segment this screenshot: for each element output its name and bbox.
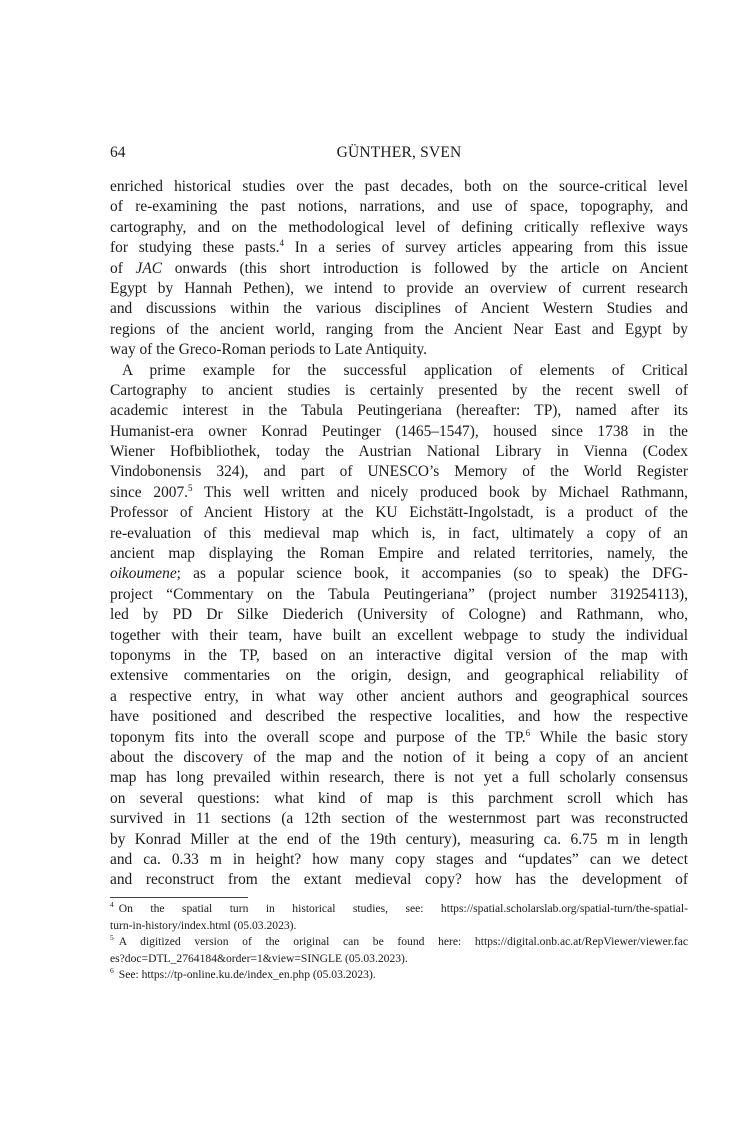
text-line (110, 564, 688, 584)
text-run: and discussions within the various disciplines of Ancient Western Studies and (110, 300, 688, 318)
text-line (110, 646, 688, 666)
text-line (110, 483, 688, 503)
text-run: led by PD Dr Silke Diederich (University of Cologne) and Rathmann, who, (110, 606, 688, 624)
text-line (110, 687, 688, 707)
footnote-line (110, 934, 688, 951)
text-run: A digitized version of the original can be found here: https://digital.onb.ac.at/RepViewer/viewer.fac (118, 935, 688, 949)
page-header (110, 144, 688, 166)
text-line (110, 238, 688, 258)
running-head: GÜNTHER, SVEN (336, 144, 462, 161)
text-line (110, 870, 688, 890)
text-line (110, 789, 688, 809)
text-run: of (110, 259, 136, 277)
text-run: turn-in-history/index.html (05.03.2023). (110, 918, 297, 932)
text-line (110, 218, 688, 238)
text-line (110, 544, 688, 564)
text-run: toponyms in the TP, based on an interactive digital version of the map with (110, 646, 688, 664)
footnote-marker: 5 (188, 482, 193, 493)
text-run: es?doc=DTL_2764184&order=1&view=SINGLE (05.03.2023). (110, 951, 408, 965)
text-line (110, 707, 688, 727)
text-run: On the spatial turn in historical studies, see: https://spatial.scholarslab.org/spatial-turn/the-spatial- (118, 902, 688, 915)
text-run: for studying these pasts. (110, 239, 280, 257)
text-run: together with their team, have built an excellent webpage to study the individual (110, 626, 688, 644)
text-line (110, 422, 688, 442)
text-line (110, 605, 688, 625)
text-line (110, 197, 688, 217)
text-run: and ca. 0.33 m in height? how many copy stages and “updates” can we detect (110, 850, 688, 868)
text-run: since 2007. (110, 483, 189, 501)
text-run: toponym fits into the overall scope and purpose of the TP. (110, 728, 526, 746)
text-run: ; as a popular science book, it accompanies (so to speak) the DFG- (176, 565, 688, 583)
footnotes (110, 901, 688, 984)
text-line (110, 585, 688, 605)
text-run: extensive commentaries on the origin, design, and geographical reliability of (110, 667, 688, 685)
text-run: Humanist-era owner Konrad Peutinger (1465–1547), housed since 1738 in the (110, 422, 688, 440)
footnote-marker: 6 (110, 966, 114, 976)
text-run: Egypt by Hannah Pethen), we intend to provide an overview of current research (110, 279, 688, 297)
italic-text: oikoumene (110, 565, 177, 583)
text-line (110, 177, 688, 197)
text-run: Vindobonensis 324), and part of UNESCO’s Memory of the World Register (110, 463, 688, 481)
text-run: While the basic story (530, 728, 688, 746)
text-run: ancient map displaying the Roman Empire and related territories, namely, the (110, 545, 688, 563)
text-run: by Konrad Miller at the end of the 19th century), measuring ca. 6.75 m in length (110, 830, 688, 848)
text-run: onwards (this short introduction is followed by the article on Ancient (162, 259, 688, 277)
text-line (110, 626, 688, 646)
text-line (110, 259, 688, 279)
text-run: enriched historical studies over the past decades, both on the source-critical level (110, 178, 688, 195)
text-line (110, 320, 688, 340)
text-run: map has long prevailed within research, there is not yet a full scholarly consensus (110, 769, 688, 787)
text-run: A prime example for the successful application of elements of Critical (122, 361, 688, 379)
text-run: academic interest in the Tabula Peutingeriana (hereafter: TP), named after its (110, 402, 688, 420)
text-run: of re-examining the past notions, narrations, and use of space, topography, and (110, 198, 688, 216)
page-number: 64 (110, 144, 126, 161)
text-run: on several questions: what kind of map is this parchment scroll which has (110, 789, 688, 807)
footnote-marker: 4 (279, 238, 284, 249)
text-line (110, 340, 688, 360)
text-line (110, 361, 688, 381)
footnote-divider (110, 897, 248, 898)
footnote-line (110, 967, 688, 984)
text-run: re-evaluation of this medieval map which is, in fact, ultimately a copy of an (110, 524, 688, 542)
text-run: Wiener Hofbibliothek, today the Austrian National Library in Vienna (Codex (110, 443, 688, 461)
text-run: regions of the ancient world, ranging from the Ancient Near East and Egypt by (110, 320, 688, 338)
text-line (110, 524, 688, 544)
text-line (110, 442, 688, 462)
text-line (110, 830, 688, 850)
text-line (110, 748, 688, 768)
text-run: Cartography to ancient studies is certainly presented by the recent swell of (110, 381, 688, 399)
text-run: In a series of survey articles appearing from this issue (283, 239, 688, 257)
text-line (110, 809, 688, 829)
text-run: survived in 11 sections (a 12th section of the westernmost part was reconstructed (110, 810, 688, 828)
text-line (110, 279, 688, 299)
text-run: Professor of Ancient History at the KU Eichstätt-Ingolstadt, is a product of the (110, 504, 688, 522)
text-line (110, 768, 688, 788)
footnote-line (110, 918, 688, 935)
text-run: have positioned and described the respective localities, and how the respective (110, 708, 688, 726)
text-run: about the discovery of the map and the notion of it being a copy of an ancient (110, 748, 688, 766)
text-line (110, 401, 688, 421)
footnote-line (110, 951, 688, 968)
text-run: a respective entry, in what way other ancient authors and geographical sources (110, 687, 688, 705)
text-line (110, 462, 688, 482)
footnote-line (110, 901, 688, 918)
footnote-marker: 4 (110, 900, 114, 909)
italic-text: JAC (135, 259, 163, 277)
footnote-marker: 6 (525, 727, 531, 738)
text-run: way of the Greco-Roman periods to Late Antiquity. (110, 341, 427, 359)
text-line (110, 728, 688, 748)
text-run: project “Commentary on the Tabula Peutingeriana” (project number 319254113), (110, 585, 688, 603)
text-run: and reconstruct from the extant medieval copy? how has the development of (110, 871, 688, 889)
text-run: This well written and nicely produced book by Michael Rathmann, (192, 483, 688, 501)
text-line (110, 850, 688, 870)
text-line (110, 381, 688, 401)
footnote-marker: 5 (110, 933, 114, 943)
text-run: See: https://tp-online.ku.de/index_en.php (05.03.2023). (118, 968, 376, 982)
body-text (110, 177, 688, 891)
text-run: cartography, and on the methodological level of defining critically reflexive ways (110, 218, 688, 236)
text-line (110, 503, 688, 523)
text-line (110, 666, 688, 686)
text-line (110, 299, 688, 319)
